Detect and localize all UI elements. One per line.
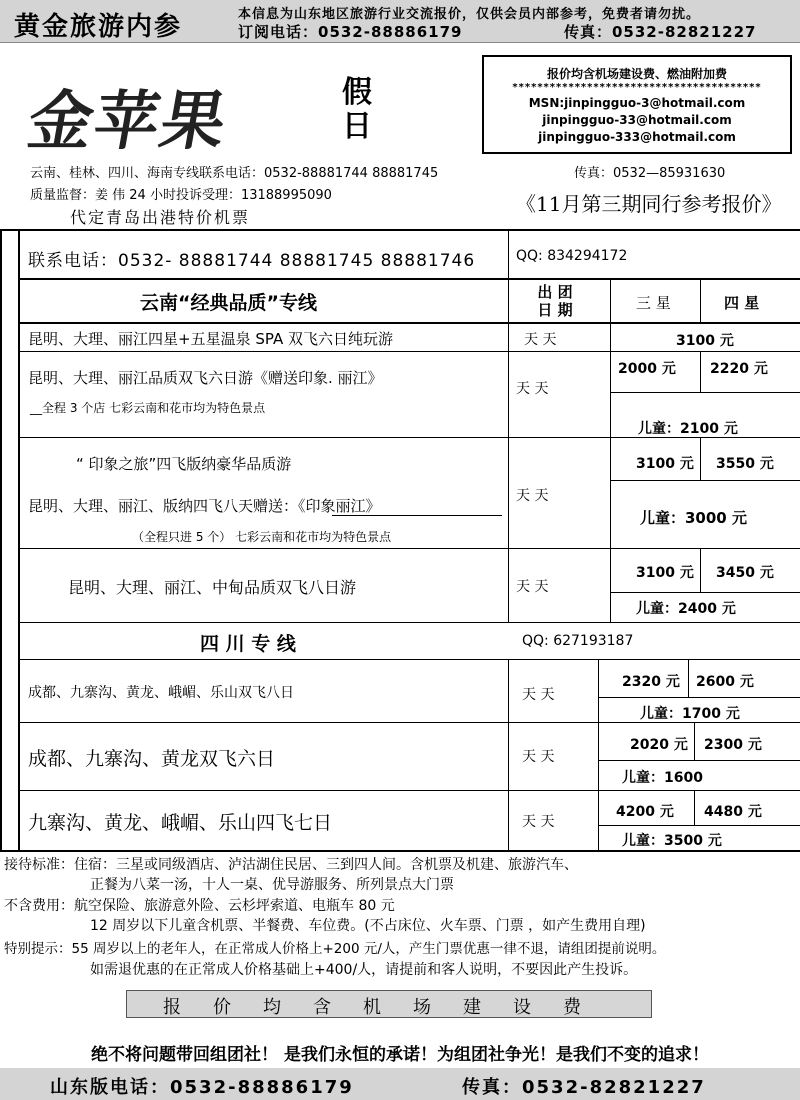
col-line-4star bbox=[700, 278, 701, 323]
sichuan-qq: QQ: 627193187 bbox=[522, 633, 634, 649]
table-bottom-border bbox=[0, 850, 800, 852]
price-child: 儿童：1600 bbox=[622, 770, 703, 786]
logo-suffix: 假日 bbox=[342, 75, 372, 144]
msn-address-3: jinpingguo-333@hotmail.com bbox=[538, 130, 736, 144]
price-4star: 4480 元 bbox=[704, 804, 762, 820]
row-line bbox=[18, 322, 800, 324]
price-split-line bbox=[610, 392, 800, 393]
route-name: 成都、九寨沟、黄龙、峨嵋、乐山双飞八日 bbox=[28, 685, 294, 701]
excluded-fees: 不含费用：航空保险、旅游意外险、云杉坪索道、电瓶车 80 元 bbox=[4, 898, 395, 914]
price-child: 儿童：1700 元 bbox=[640, 706, 740, 722]
issue-title: 《11月第三期同行参考报价》 bbox=[516, 192, 782, 216]
row-line bbox=[18, 659, 800, 660]
page-left-border bbox=[0, 229, 2, 852]
quality-supervisor: 质量监督：姜 伟 24 小时投诉受理：13188995090 bbox=[30, 188, 332, 203]
col-line-4star bbox=[700, 351, 701, 393]
price-4star: 2300 元 bbox=[704, 737, 762, 753]
route-name: 昆明、大理、丽江、版纳四飞八天赠送：《印象丽江》 bbox=[28, 497, 381, 515]
col-line-4star bbox=[694, 722, 695, 761]
price-3star: 4200 元 bbox=[616, 804, 674, 820]
route-name: 成都、九寨沟、黄龙双飞六日 bbox=[28, 748, 276, 770]
table-contact-phone: 联系电话：0532- 88881744 88881745 88881746 bbox=[28, 251, 476, 271]
contact-fax: 传真：0532—85931630 bbox=[574, 166, 726, 181]
header-notice: 本信息为山东地区旅游行业交流报价，仅供会员内部参考，免费者请勿扰。 bbox=[238, 7, 701, 22]
departure-date: 天 天 bbox=[522, 814, 555, 830]
row-line bbox=[18, 548, 800, 549]
underline bbox=[332, 515, 502, 516]
col-line-price bbox=[598, 659, 599, 851]
fee-banner-text: 报价均含机场建设费 bbox=[163, 997, 613, 1018]
route-contact-phone: 云南、桂林、四川、海南专线联系电话：0532-88881744 88881745 bbox=[30, 166, 439, 181]
price-4star: 3550 元 bbox=[716, 456, 774, 472]
route-name: 昆明、大理、丽江、中甸品质双飞八日游 bbox=[68, 578, 357, 597]
price-4star: 2220 元 bbox=[710, 361, 768, 377]
child-policy: 12 周岁以下儿童含机票、半餐费、车位费。(不占床位、火车票、门票 ，如产生费用自理) bbox=[90, 918, 646, 934]
stars-divider: **************************************** bbox=[512, 82, 762, 93]
col-line-date bbox=[508, 229, 509, 623]
msn-address-1: MSN:jinpingguo-3@hotmail.com bbox=[528, 96, 746, 110]
price-split-line bbox=[598, 760, 800, 761]
departure-date: 天 天 bbox=[522, 749, 555, 765]
col-line-price bbox=[610, 278, 611, 623]
route-note: __全程 3 个店 七彩云南和花市均为特色景点 bbox=[30, 401, 266, 415]
company-logo: 金苹果 bbox=[22, 84, 234, 159]
subscription-phone: 订阅电话：0532-88886179 bbox=[238, 23, 463, 41]
yunnan-qq: QQ: 834294172 bbox=[516, 248, 628, 264]
price-child: 儿童：3500 元 bbox=[622, 833, 722, 849]
footer-fax: 传真：0532-82821227 bbox=[462, 1077, 706, 1098]
price-4star: 3450 元 bbox=[716, 565, 774, 581]
yunnan-section-title: 云南“经典品质”专线 bbox=[140, 292, 317, 314]
table-top-border bbox=[0, 229, 800, 231]
row-line bbox=[18, 351, 800, 352]
departure-date: 天 天 bbox=[524, 332, 557, 348]
price-3star: 3100 元 bbox=[636, 565, 694, 581]
route-name: 九寨沟、黄龙、峨嵋、乐山四飞七日 bbox=[28, 812, 333, 834]
price-3star: 2020 元 bbox=[630, 737, 688, 753]
col-header-3star: 三 星 bbox=[636, 294, 671, 312]
row-line bbox=[18, 622, 800, 623]
route-note-text: 全程 3 个店 七彩云南和花市均为特色景点 bbox=[42, 401, 266, 415]
route-name: “ 印象之旅”四飞版纳豪华品质游 bbox=[76, 455, 292, 473]
route-name: 昆明、大理、丽江四星+五星温泉 SPA 双飞六日纯玩游 bbox=[28, 330, 393, 348]
special-notice: 特别提示：55 周岁以上的老年人，在正常成人价格上+200 元/人，产生门票优惠一律不退，请组团提前说明。 bbox=[4, 941, 666, 957]
footer-phone: 山东版电话：0532-88886179 bbox=[50, 1077, 354, 1098]
departure-date: 天 天 bbox=[522, 687, 555, 703]
brand-title: 黄金旅游内参 bbox=[14, 12, 183, 42]
price-4star: 2600 元 bbox=[696, 674, 754, 690]
col-line-4star bbox=[700, 548, 701, 593]
row-line bbox=[18, 790, 800, 791]
price-3star: 2000 元 bbox=[618, 361, 676, 377]
msn-notice-box bbox=[482, 55, 792, 154]
price-split-line bbox=[598, 697, 800, 698]
header-fax: 传真：0532-82821227 bbox=[564, 23, 757, 41]
price-child: 儿童：3000 元 bbox=[640, 509, 747, 527]
service-standard: 接待标准：住宿：三星或同级酒店、泸沽湖住民居、三到四人间。含机票及机建、旅游汽车、 bbox=[4, 857, 578, 873]
company-slogan: 绝不将问题带回组团社！ 是我们永恒的承诺！为组团社争光！是我们不变的追求！ bbox=[91, 1045, 709, 1065]
price-3star: 3100 元 bbox=[636, 456, 694, 472]
col-header-date: 出 团 日 期 bbox=[537, 283, 573, 319]
departure-date: 天 天 bbox=[516, 579, 549, 595]
service-standard-meals: 正餐为八菜一汤，十人一桌、优导游服务、所列景点大门票 bbox=[90, 877, 454, 893]
price-split-line bbox=[598, 825, 800, 826]
price-child: 儿童：2400 元 bbox=[636, 601, 736, 617]
price-child: 儿童：2100 元 bbox=[638, 421, 738, 437]
ticket-service: 代定青岛出港特价机票 bbox=[70, 208, 251, 227]
price: 3100 元 bbox=[676, 333, 734, 349]
fee-notice: 报价均含机场建设费、燃油附加费 bbox=[546, 67, 727, 81]
departure-date: 天 天 bbox=[516, 381, 549, 397]
col-line-date bbox=[508, 659, 509, 851]
price-split-line bbox=[610, 480, 800, 481]
route-note: （全程只进 5 个） 七彩云南和花市均为特色景点 bbox=[132, 530, 392, 544]
route-name: 昆明、大理、丽江品质双飞六日游《赠送印象. 丽江》 bbox=[28, 369, 383, 387]
departure-date: 天 天 bbox=[516, 488, 549, 504]
col-line-4star bbox=[694, 790, 695, 826]
price-3star: 2320 元 bbox=[622, 674, 680, 690]
sichuan-section-title: 四 川 专 线 bbox=[200, 633, 296, 655]
special-notice-2: 如需退优惠的在正常成人价格基础上+400/人，请提前和客人说明，不要因此产生投诉。 bbox=[90, 962, 638, 978]
price-split-line bbox=[610, 592, 800, 593]
col-line-4star bbox=[700, 437, 701, 481]
row-line bbox=[18, 278, 800, 280]
col-line-4star bbox=[688, 659, 689, 698]
msn-address-2: jinpingguo-33@hotmail.com bbox=[542, 113, 732, 127]
col-header-4star: 四 星 bbox=[724, 294, 760, 312]
